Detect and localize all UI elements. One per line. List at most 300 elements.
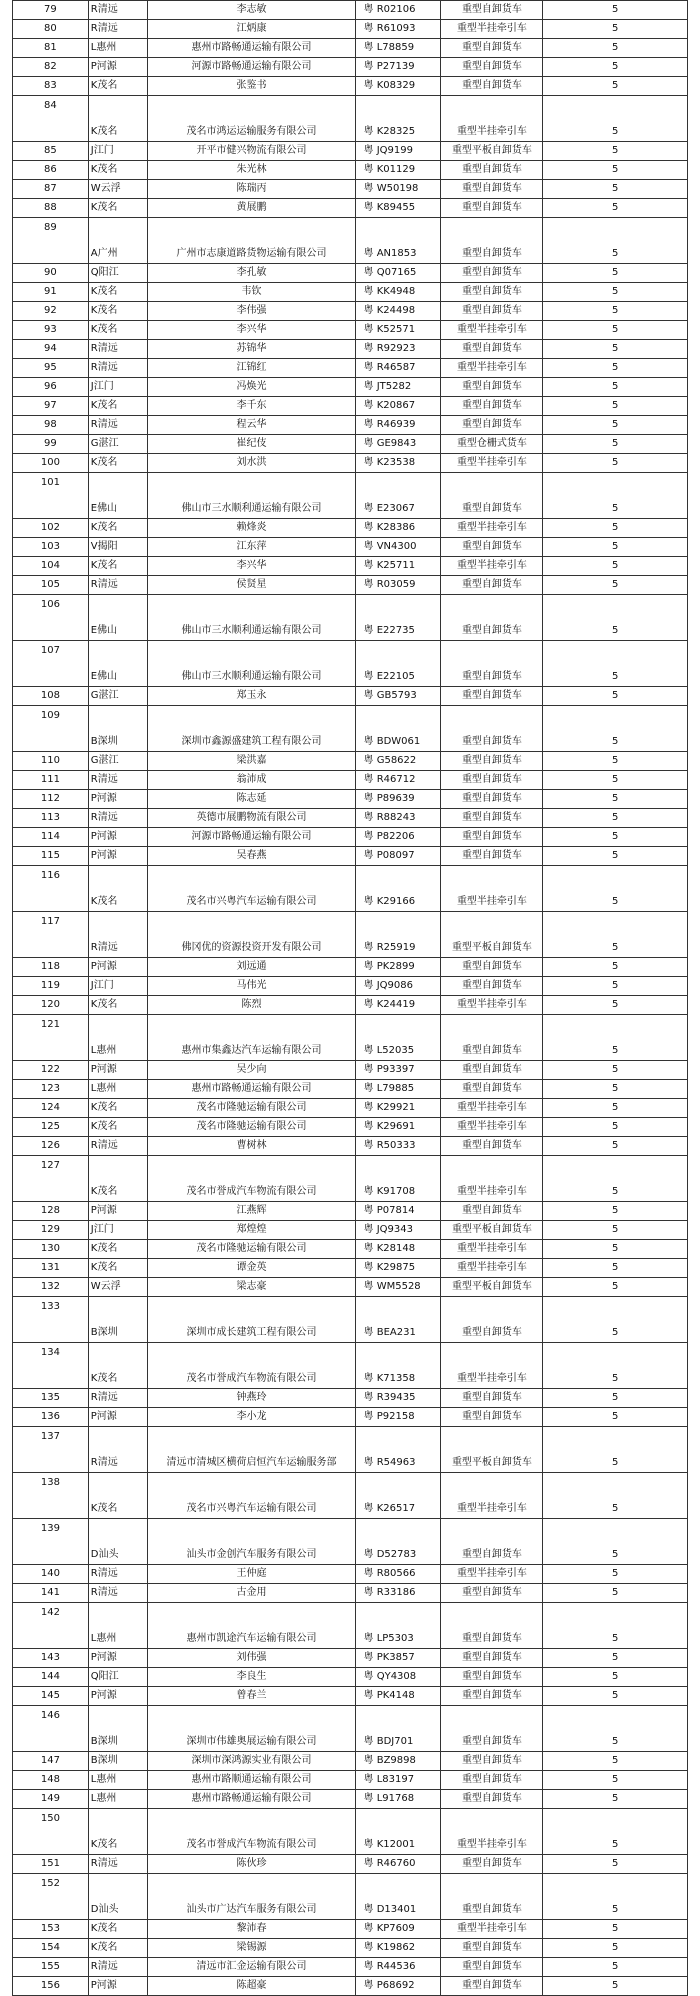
cell-area: R清远 bbox=[88, 1, 148, 20]
cell-vehicle-type: 重型自卸货车 bbox=[441, 283, 543, 302]
cell-area: L惠州 bbox=[88, 1603, 148, 1649]
cell-vehicle-type: 重型自卸货车 bbox=[441, 161, 543, 180]
cell-vehicle-type: 重型自卸货车 bbox=[441, 1855, 543, 1874]
cell-owner: 李良生 bbox=[148, 1668, 355, 1687]
cell-points: 5 bbox=[543, 958, 688, 977]
cell-vehicle-type: 重型自卸货车 bbox=[441, 58, 543, 77]
cell-vehicle-type: 重型仓栅式货车 bbox=[441, 435, 543, 454]
cell-vehicle-type: 重型自卸货车 bbox=[441, 771, 543, 790]
cell-points: 5 bbox=[543, 435, 688, 454]
table-row bbox=[13, 1473, 688, 1519]
cell-area: E佛山 bbox=[88, 473, 148, 519]
cell-points: 5 bbox=[543, 180, 688, 199]
table-row bbox=[13, 847, 688, 866]
cell-vehicle-type: 重型自卸货车 bbox=[441, 1939, 543, 1958]
cell-area: L惠州 bbox=[88, 1080, 148, 1099]
cell-points: 5 bbox=[543, 1343, 688, 1389]
cell-area: K茂名 bbox=[88, 1939, 148, 1958]
cell-owner: 侯贤星 bbox=[148, 576, 355, 595]
cell-index: 91 bbox=[13, 283, 89, 302]
cell-vehicle-type: 重型半挂牵引车 bbox=[441, 519, 543, 538]
cell-owner: 梁志豪 bbox=[148, 1278, 355, 1297]
cell-owner: 陈超豪 bbox=[148, 1977, 355, 1996]
cell-owner: 开平市健兴物流有限公司 bbox=[148, 142, 355, 161]
cell-area: B深圳 bbox=[88, 1706, 148, 1752]
cell-plate: 粤 KP7609 bbox=[355, 1920, 441, 1939]
table-row bbox=[13, 687, 688, 706]
cell-points: 5 bbox=[543, 576, 688, 595]
cell-index: 154 bbox=[13, 1939, 89, 1958]
cell-area: B深圳 bbox=[88, 706, 148, 752]
cell-plate: 粤 K23538 bbox=[355, 454, 441, 473]
cell-vehicle-type: 重型自卸货车 bbox=[441, 1202, 543, 1221]
cell-plate: 粤 K19862 bbox=[355, 1939, 441, 1958]
cell-vehicle-type: 重型自卸货车 bbox=[441, 958, 543, 977]
cell-plate: 粤 K29166 bbox=[355, 866, 441, 912]
cell-owner: 谭金英 bbox=[148, 1259, 355, 1278]
table-row bbox=[13, 866, 688, 912]
cell-points: 5 bbox=[543, 1, 688, 20]
cell-area: R清远 bbox=[88, 1389, 148, 1408]
cell-points: 5 bbox=[543, 454, 688, 473]
cell-plate: 粤 P07814 bbox=[355, 1202, 441, 1221]
table-row bbox=[13, 519, 688, 538]
cell-area: P河源 bbox=[88, 1687, 148, 1706]
table-row bbox=[13, 809, 688, 828]
cell-area: R清远 bbox=[88, 1427, 148, 1473]
cell-points: 5 bbox=[543, 397, 688, 416]
table-row bbox=[13, 199, 688, 218]
cell-area: B深圳 bbox=[88, 1297, 148, 1343]
cell-index: 95 bbox=[13, 359, 89, 378]
cell-plate: 粤 LP5303 bbox=[355, 1603, 441, 1649]
cell-points: 5 bbox=[543, 1855, 688, 1874]
cell-points: 5 bbox=[543, 218, 688, 264]
table-row bbox=[13, 641, 688, 687]
cell-area: K茂名 bbox=[88, 96, 148, 142]
cell-vehicle-type: 重型自卸货车 bbox=[441, 416, 543, 435]
cell-index: 156 bbox=[13, 1977, 89, 1996]
cell-vehicle-type: 重型半挂牵引车 bbox=[441, 1920, 543, 1939]
cell-owner: 茂名市隆驰运输有限公司 bbox=[148, 1118, 355, 1137]
cell-plate: 粤 BDJ701 bbox=[355, 1706, 441, 1752]
cell-points: 5 bbox=[543, 538, 688, 557]
cell-area: E佛山 bbox=[88, 641, 148, 687]
cell-plate: 粤 PK4148 bbox=[355, 1687, 441, 1706]
cell-points: 5 bbox=[543, 340, 688, 359]
cell-plate: 粤 P89639 bbox=[355, 790, 441, 809]
table-row bbox=[13, 1809, 688, 1855]
cell-vehicle-type: 重型自卸货车 bbox=[441, 473, 543, 519]
cell-owner: 吴少向 bbox=[148, 1061, 355, 1080]
table-row bbox=[13, 302, 688, 321]
cell-index: 134 bbox=[13, 1343, 89, 1389]
cell-vehicle-type: 重型自卸货车 bbox=[441, 809, 543, 828]
cell-plate: 粤 D52783 bbox=[355, 1519, 441, 1565]
table-row bbox=[13, 1118, 688, 1137]
cell-owner: 江炳康 bbox=[148, 20, 355, 39]
cell-plate: 粤 K26517 bbox=[355, 1473, 441, 1519]
table-row bbox=[13, 958, 688, 977]
cell-plate: 粤 K29691 bbox=[355, 1118, 441, 1137]
cell-owner: 惠州市路顺通运输有限公司 bbox=[148, 1771, 355, 1790]
table-row bbox=[13, 283, 688, 302]
cell-vehicle-type: 重型平板自卸货车 bbox=[441, 1427, 543, 1473]
cell-vehicle-type: 重型自卸货车 bbox=[441, 302, 543, 321]
cell-vehicle-type: 重型半挂牵引车 bbox=[441, 866, 543, 912]
table-row bbox=[13, 416, 688, 435]
cell-area: R清远 bbox=[88, 340, 148, 359]
table-row bbox=[13, 218, 688, 264]
cell-owner: 郑煌煌 bbox=[148, 1221, 355, 1240]
cell-owner: 翁沛成 bbox=[148, 771, 355, 790]
cell-points: 5 bbox=[543, 1137, 688, 1156]
cell-area: J江门 bbox=[88, 1221, 148, 1240]
cell-plate: 粤 W50198 bbox=[355, 180, 441, 199]
cell-index: 150 bbox=[13, 1809, 89, 1855]
cell-vehicle-type: 重型自卸货车 bbox=[441, 687, 543, 706]
cell-vehicle-type: 重型自卸货车 bbox=[441, 790, 543, 809]
cell-index: 142 bbox=[13, 1603, 89, 1649]
cell-vehicle-type: 重型自卸货车 bbox=[441, 706, 543, 752]
cell-area: R清远 bbox=[88, 359, 148, 378]
table-row bbox=[13, 1240, 688, 1259]
cell-points: 5 bbox=[543, 1706, 688, 1752]
cell-owner: 清远市汇金运输有限公司 bbox=[148, 1958, 355, 1977]
table-row bbox=[13, 1427, 688, 1473]
cell-area: D汕头 bbox=[88, 1519, 148, 1565]
cell-points: 5 bbox=[543, 1278, 688, 1297]
cell-area: R清远 bbox=[88, 576, 148, 595]
table-row bbox=[13, 1939, 688, 1958]
cell-area: J江门 bbox=[88, 142, 148, 161]
cell-vehicle-type: 重型自卸货车 bbox=[441, 828, 543, 847]
cell-plate: 粤 PK2899 bbox=[355, 958, 441, 977]
cell-area: L惠州 bbox=[88, 1790, 148, 1809]
cell-index: 148 bbox=[13, 1771, 89, 1790]
cell-index: 111 bbox=[13, 771, 89, 790]
table-row bbox=[13, 378, 688, 397]
cell-area: L惠州 bbox=[88, 1015, 148, 1061]
table-row bbox=[13, 1, 688, 20]
cell-points: 5 bbox=[543, 1297, 688, 1343]
table-row bbox=[13, 996, 688, 1015]
cell-owner: 曾春兰 bbox=[148, 1687, 355, 1706]
cell-plate: 粤 K29875 bbox=[355, 1259, 441, 1278]
cell-owner: 佛冈优的资源投资开发有限公司 bbox=[148, 912, 355, 958]
table-row bbox=[13, 264, 688, 283]
cell-owner: 佛山市三水顺利通运输有限公司 bbox=[148, 473, 355, 519]
table-row bbox=[13, 1015, 688, 1061]
cell-area: K茂名 bbox=[88, 283, 148, 302]
cell-index: 130 bbox=[13, 1240, 89, 1259]
cell-vehicle-type: 重型自卸货车 bbox=[441, 1408, 543, 1427]
cell-vehicle-type: 重型自卸货车 bbox=[441, 847, 543, 866]
cell-points: 5 bbox=[543, 809, 688, 828]
cell-index: 137 bbox=[13, 1427, 89, 1473]
table-row bbox=[13, 1099, 688, 1118]
table-row bbox=[13, 1156, 688, 1202]
cell-vehicle-type: 重型自卸货车 bbox=[441, 1668, 543, 1687]
cell-vehicle-type: 重型自卸货车 bbox=[441, 1958, 543, 1977]
cell-area: R清远 bbox=[88, 1855, 148, 1874]
cell-vehicle-type: 重型半挂牵引车 bbox=[441, 1240, 543, 1259]
cell-plate: 粤 K28325 bbox=[355, 96, 441, 142]
cell-vehicle-type: 重型半挂牵引车 bbox=[441, 996, 543, 1015]
cell-area: R清远 bbox=[88, 912, 148, 958]
cell-owner: 李兴华 bbox=[148, 557, 355, 576]
cell-points: 5 bbox=[543, 1240, 688, 1259]
cell-plate: 粤 BDW061 bbox=[355, 706, 441, 752]
cell-owner: 惠州市凯途汽车运输有限公司 bbox=[148, 1603, 355, 1649]
cell-index: 108 bbox=[13, 687, 89, 706]
cell-index: 106 bbox=[13, 595, 89, 641]
cell-points: 5 bbox=[543, 77, 688, 96]
cell-vehicle-type: 重型半挂牵引车 bbox=[441, 321, 543, 340]
cell-owner: 汕头市金创汽车服务有限公司 bbox=[148, 1519, 355, 1565]
cell-points: 5 bbox=[543, 1584, 688, 1603]
cell-points: 5 bbox=[543, 1668, 688, 1687]
table-row bbox=[13, 58, 688, 77]
cell-area: Q阳江 bbox=[88, 264, 148, 283]
cell-vehicle-type: 重型自卸货车 bbox=[441, 77, 543, 96]
cell-area: R清远 bbox=[88, 771, 148, 790]
cell-vehicle-type: 重型自卸货车 bbox=[441, 1603, 543, 1649]
cell-owner: 汕头市广达汽车服务有限公司 bbox=[148, 1874, 355, 1920]
vehicle-table bbox=[12, 0, 688, 1996]
cell-index: 85 bbox=[13, 142, 89, 161]
cell-area: K茂名 bbox=[88, 77, 148, 96]
cell-plate: 粤 E23067 bbox=[355, 473, 441, 519]
table-row bbox=[13, 1565, 688, 1584]
cell-area: J江门 bbox=[88, 378, 148, 397]
cell-area: K茂名 bbox=[88, 302, 148, 321]
cell-owner: 深圳市伟雄奥展运输有限公司 bbox=[148, 1706, 355, 1752]
cell-index: 92 bbox=[13, 302, 89, 321]
cell-plate: 粤 E22735 bbox=[355, 595, 441, 641]
cell-points: 5 bbox=[543, 1259, 688, 1278]
cell-vehicle-type: 重型半挂牵引车 bbox=[441, 1118, 543, 1137]
cell-vehicle-type: 重型自卸货车 bbox=[441, 595, 543, 641]
cell-vehicle-type: 重型平板自卸货车 bbox=[441, 1221, 543, 1240]
cell-owner: 赖烽炎 bbox=[148, 519, 355, 538]
cell-vehicle-type: 重型自卸货车 bbox=[441, 1080, 543, 1099]
cell-points: 5 bbox=[543, 283, 688, 302]
cell-owner: 马伟光 bbox=[148, 977, 355, 996]
cell-area: P河源 bbox=[88, 1977, 148, 1996]
cell-plate: 粤 R44536 bbox=[355, 1958, 441, 1977]
cell-index: 129 bbox=[13, 1221, 89, 1240]
cell-points: 5 bbox=[543, 1099, 688, 1118]
cell-owner: 江东萍 bbox=[148, 538, 355, 557]
cell-owner: 郑玉永 bbox=[148, 687, 355, 706]
cell-area: W云浮 bbox=[88, 1278, 148, 1297]
table-row bbox=[13, 576, 688, 595]
cell-plate: 粤 K01129 bbox=[355, 161, 441, 180]
table-row bbox=[13, 1389, 688, 1408]
cell-area: R清远 bbox=[88, 1137, 148, 1156]
cell-index: 119 bbox=[13, 977, 89, 996]
cell-index: 151 bbox=[13, 1855, 89, 1874]
cell-points: 5 bbox=[543, 1649, 688, 1668]
cell-owner: 深圳市成长建筑工程有限公司 bbox=[148, 1297, 355, 1343]
cell-owner: 陈志延 bbox=[148, 790, 355, 809]
table-row bbox=[13, 1771, 688, 1790]
table-row bbox=[13, 771, 688, 790]
cell-area: K茂名 bbox=[88, 161, 148, 180]
cell-index: 104 bbox=[13, 557, 89, 576]
cell-index: 96 bbox=[13, 378, 89, 397]
cell-index: 84 bbox=[13, 96, 89, 142]
cell-area: G湛江 bbox=[88, 687, 148, 706]
table-row bbox=[13, 1668, 688, 1687]
cell-plate: 粤 K08329 bbox=[355, 77, 441, 96]
cell-owner: 李孔敏 bbox=[148, 264, 355, 283]
table-row bbox=[13, 1920, 688, 1939]
cell-points: 5 bbox=[543, 1061, 688, 1080]
cell-points: 5 bbox=[543, 302, 688, 321]
cell-points: 5 bbox=[543, 1408, 688, 1427]
cell-index: 127 bbox=[13, 1156, 89, 1202]
cell-index: 145 bbox=[13, 1687, 89, 1706]
table-row bbox=[13, 397, 688, 416]
cell-vehicle-type: 重型半挂牵引车 bbox=[441, 1343, 543, 1389]
cell-plate: 粤 P93397 bbox=[355, 1061, 441, 1080]
cell-plate: 粤 K52571 bbox=[355, 321, 441, 340]
cell-vehicle-type: 重型自卸货车 bbox=[441, 1137, 543, 1156]
cell-owner: 程云华 bbox=[148, 416, 355, 435]
cell-vehicle-type: 重型自卸货车 bbox=[441, 1649, 543, 1668]
cell-index: 112 bbox=[13, 790, 89, 809]
table-row bbox=[13, 1343, 688, 1389]
cell-points: 5 bbox=[543, 264, 688, 283]
cell-plate: 粤 R02106 bbox=[355, 1, 441, 20]
cell-plate: 粤 R46939 bbox=[355, 416, 441, 435]
cell-vehicle-type: 重型自卸货车 bbox=[441, 397, 543, 416]
cell-points: 5 bbox=[543, 771, 688, 790]
cell-area: L惠州 bbox=[88, 39, 148, 58]
cell-points: 5 bbox=[543, 1221, 688, 1240]
cell-plate: 粤 QY4308 bbox=[355, 1668, 441, 1687]
cell-index: 80 bbox=[13, 20, 89, 39]
cell-points: 5 bbox=[543, 1939, 688, 1958]
cell-vehicle-type: 重型自卸货车 bbox=[441, 1977, 543, 1996]
cell-points: 5 bbox=[543, 1473, 688, 1519]
cell-area: V揭阳 bbox=[88, 538, 148, 557]
cell-points: 5 bbox=[543, 1565, 688, 1584]
cell-vehicle-type: 重型自卸货车 bbox=[441, 180, 543, 199]
cell-owner: 惠州市路畅通运输有限公司 bbox=[148, 39, 355, 58]
cell-index: 138 bbox=[13, 1473, 89, 1519]
cell-plate: 粤 K20867 bbox=[355, 397, 441, 416]
cell-index: 100 bbox=[13, 454, 89, 473]
cell-points: 5 bbox=[543, 1015, 688, 1061]
cell-plate: 粤 BEA231 bbox=[355, 1297, 441, 1343]
table-row bbox=[13, 1790, 688, 1809]
cell-vehicle-type: 重型自卸货车 bbox=[441, 1015, 543, 1061]
cell-owner: 梁洪嘉 bbox=[148, 752, 355, 771]
cell-owner: 佛山市三水顺利通运输有限公司 bbox=[148, 641, 355, 687]
cell-points: 5 bbox=[543, 706, 688, 752]
table-row bbox=[13, 473, 688, 519]
cell-points: 5 bbox=[543, 1809, 688, 1855]
cell-plate: 粤 JQ9086 bbox=[355, 977, 441, 996]
table-row bbox=[13, 1259, 688, 1278]
cell-vehicle-type: 重型平板自卸货车 bbox=[441, 1278, 543, 1297]
cell-area: K茂名 bbox=[88, 1240, 148, 1259]
cell-points: 5 bbox=[543, 1687, 688, 1706]
cell-vehicle-type: 重型自卸货车 bbox=[441, 1389, 543, 1408]
cell-points: 5 bbox=[543, 1603, 688, 1649]
cell-index: 123 bbox=[13, 1080, 89, 1099]
cell-area: K茂名 bbox=[88, 199, 148, 218]
cell-points: 5 bbox=[543, 1977, 688, 1996]
cell-owner: 刘水洪 bbox=[148, 454, 355, 473]
cell-area: W云浮 bbox=[88, 180, 148, 199]
table-row bbox=[13, 1958, 688, 1977]
cell-index: 126 bbox=[13, 1137, 89, 1156]
cell-index: 117 bbox=[13, 912, 89, 958]
cell-plate: 粤 K29921 bbox=[355, 1099, 441, 1118]
cell-area: K茂名 bbox=[88, 454, 148, 473]
cell-points: 5 bbox=[543, 828, 688, 847]
cell-owner: 李伟强 bbox=[148, 302, 355, 321]
cell-area: K茂名 bbox=[88, 1473, 148, 1519]
cell-area: K茂名 bbox=[88, 557, 148, 576]
cell-index: 94 bbox=[13, 340, 89, 359]
cell-area: L惠州 bbox=[88, 1771, 148, 1790]
cell-points: 5 bbox=[543, 161, 688, 180]
cell-index: 97 bbox=[13, 397, 89, 416]
cell-area: D汕头 bbox=[88, 1874, 148, 1920]
cell-owner: 江锦红 bbox=[148, 359, 355, 378]
cell-points: 5 bbox=[543, 752, 688, 771]
cell-owner: 河源市路畅通运输有限公司 bbox=[148, 828, 355, 847]
cell-vehicle-type: 重型半挂牵引车 bbox=[441, 96, 543, 142]
cell-vehicle-type: 重型半挂牵引车 bbox=[441, 1473, 543, 1519]
cell-area: B深圳 bbox=[88, 1752, 148, 1771]
cell-owner: 王仲庭 bbox=[148, 1565, 355, 1584]
cell-points: 5 bbox=[543, 790, 688, 809]
table-row bbox=[13, 1687, 688, 1706]
cell-plate: 粤 GB5793 bbox=[355, 687, 441, 706]
cell-plate: 粤 R61093 bbox=[355, 20, 441, 39]
table-row bbox=[13, 1519, 688, 1565]
table-row bbox=[13, 557, 688, 576]
cell-owner: 崔纪伎 bbox=[148, 435, 355, 454]
cell-points: 5 bbox=[543, 96, 688, 142]
cell-owner: 古金用 bbox=[148, 1584, 355, 1603]
table-row bbox=[13, 912, 688, 958]
cell-plate: 粤 R39435 bbox=[355, 1389, 441, 1408]
cell-plate: 粤 R92923 bbox=[355, 340, 441, 359]
cell-vehicle-type: 重型自卸货车 bbox=[441, 1297, 543, 1343]
table-row bbox=[13, 1297, 688, 1343]
cell-index: 109 bbox=[13, 706, 89, 752]
cell-area: R清远 bbox=[88, 809, 148, 828]
cell-plate: 粤 R50333 bbox=[355, 1137, 441, 1156]
cell-index: 141 bbox=[13, 1584, 89, 1603]
table-row bbox=[13, 977, 688, 996]
cell-index: 90 bbox=[13, 264, 89, 283]
cell-points: 5 bbox=[543, 557, 688, 576]
cell-area: P河源 bbox=[88, 958, 148, 977]
cell-plate: 粤 P27139 bbox=[355, 58, 441, 77]
table-row bbox=[13, 1603, 688, 1649]
cell-plate: 粤 K25711 bbox=[355, 557, 441, 576]
table-row bbox=[13, 706, 688, 752]
cell-plate: 粤 E22105 bbox=[355, 641, 441, 687]
